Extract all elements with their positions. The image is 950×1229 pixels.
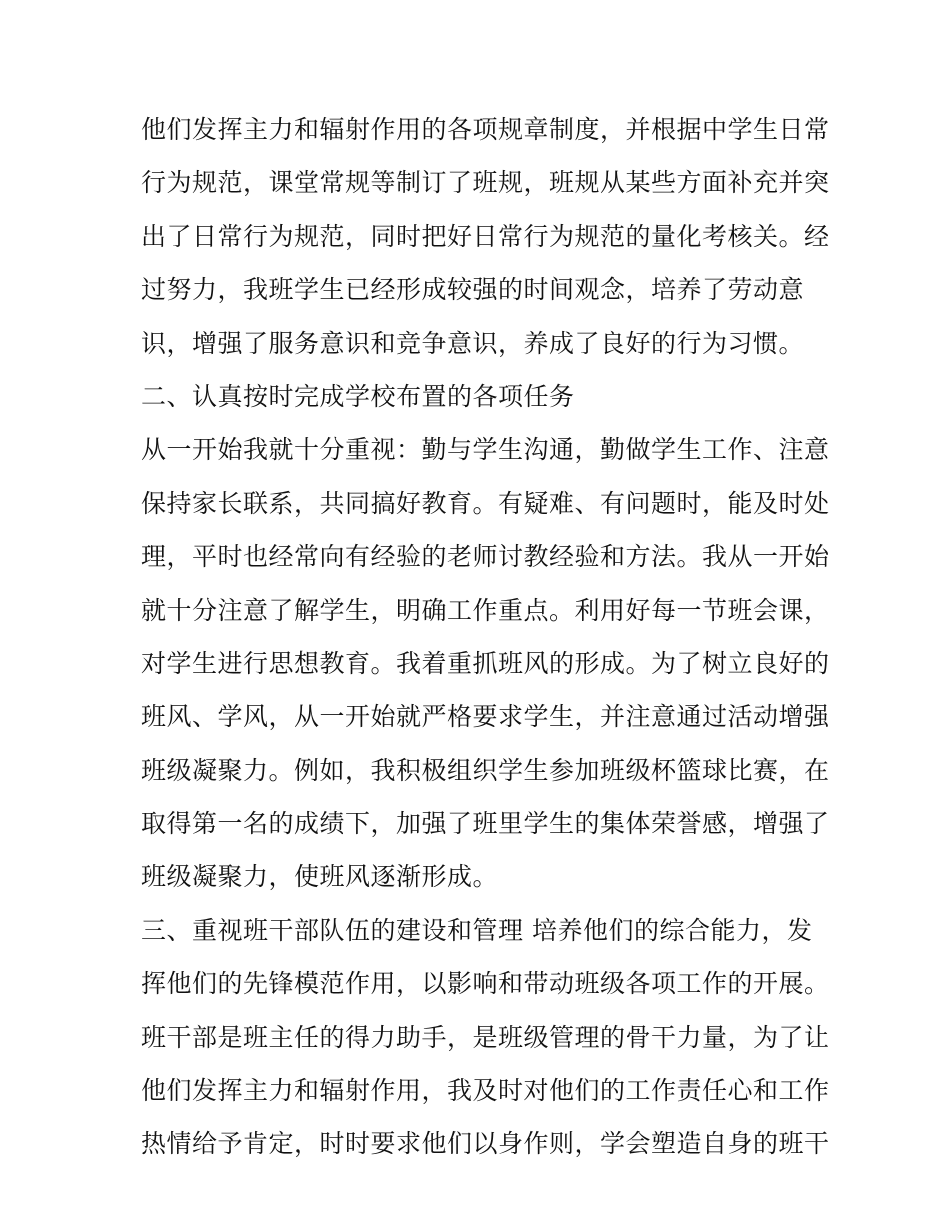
text-line: 理，平时也经常向有经验的老师讨教经验和方法。我从一开始 xyxy=(141,542,830,572)
text-line: 取得第一名的成绩下，加强了班里学生的集体荣誉感，增强了 xyxy=(141,809,830,839)
text-line: 从一开始我就十分重视：勤与学生沟通，勤做学生工作、注意 xyxy=(141,435,830,465)
text-line: 班干部是班主任的得力助手，是班级管理的骨干力量，为了让 xyxy=(141,1022,830,1052)
text-line: 班级凝聚力，使班风逐渐形成。 xyxy=(141,862,499,892)
text-line: 出了日常行为规范，同时把好日常行为规范的量化考核关。经 xyxy=(141,221,830,251)
text-line: 保持家长联系，共同搞好教育。有疑难、有问题时，能及时处 xyxy=(141,488,830,518)
section-heading: 三、重视班干部队伍的建设和管理 培养他们的综合能力，发 xyxy=(141,915,813,945)
body-text xyxy=(141,103,830,1171)
text-line: 挥他们的先锋模范作用，以影响和带动班级各项工作的开展。 xyxy=(141,969,830,999)
text-line: 他们发挥主力和辐射作用的各项规章制度，并根据中学生日常 xyxy=(141,115,830,144)
text-line: 就十分注意了解学生，明确工作重点。利用好每一节班会课， xyxy=(141,595,830,625)
text-line: 他们发挥主力和辐射作用，我及时对他们的工作责任心和工作 xyxy=(141,1076,830,1106)
section-heading: 二、认真按时完成学校布置的各项任务 xyxy=(141,381,575,411)
text-line: 行为规范，课堂常规等制订了班规，班规从某些方面补充并突 xyxy=(141,168,830,198)
text-line: 班风、学风，从一开始就严格要求学生，并注意通过活动增强 xyxy=(141,702,830,732)
text-line: 对学生进行思想教育。我着重抓班风的形成。为了树立良好的 xyxy=(141,648,830,678)
text-line: 热情给予肯定，时时要求他们以身作则，学会塑造自身的班干 xyxy=(141,1129,830,1159)
text-line: 识，增强了服务意识和竞争意识，养成了良好的行为习惯。 xyxy=(141,328,805,358)
text-line: 班级凝聚力。例如，我积极组织学生参加班级杯篮球比赛，在 xyxy=(141,755,830,785)
text-line: 过努力，我班学生已经形成较强的时间观念，培养了劳动意 xyxy=(141,275,805,305)
